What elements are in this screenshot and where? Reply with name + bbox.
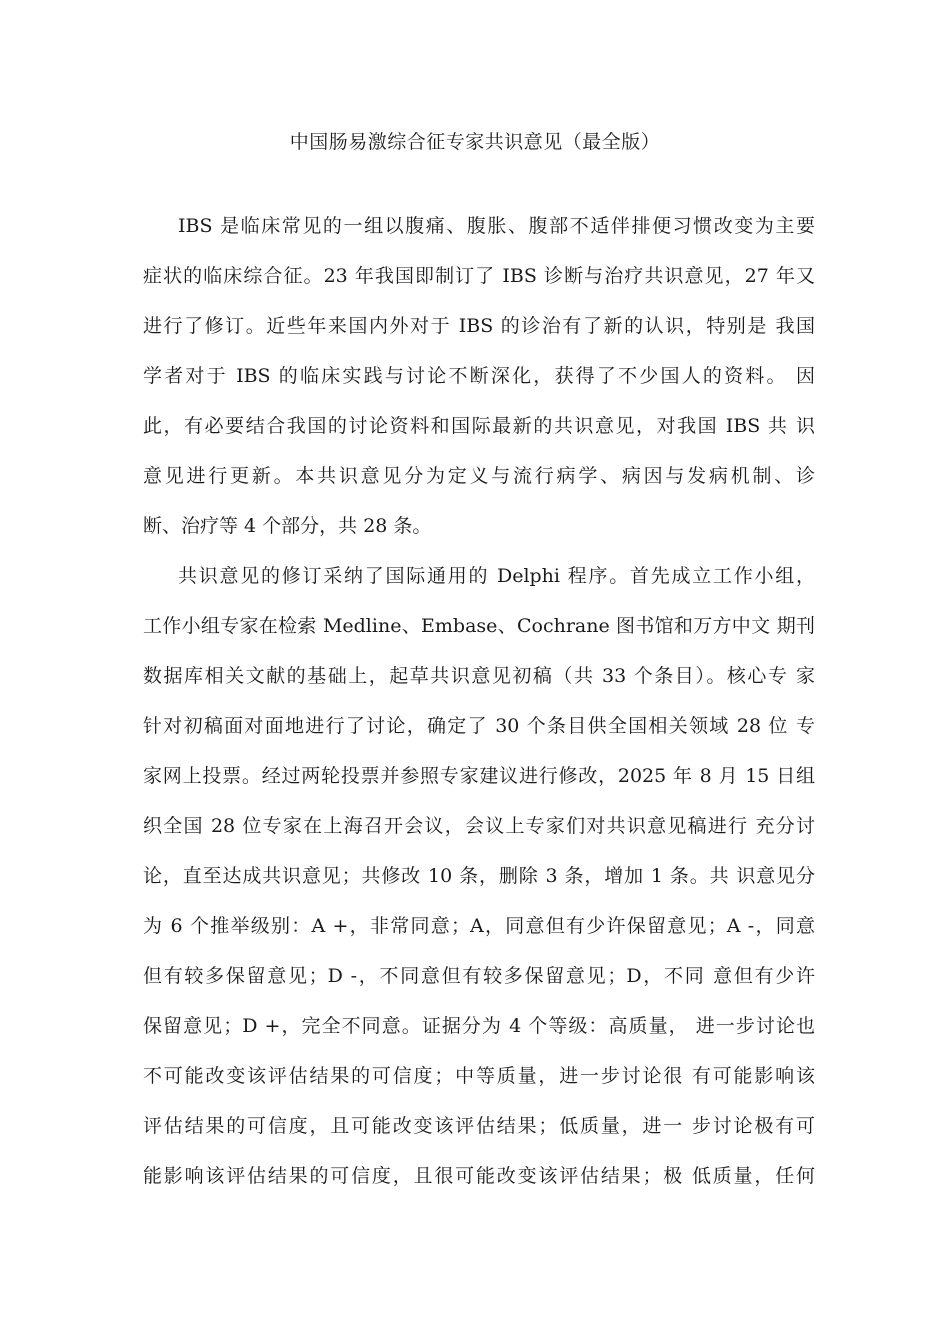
paragraph-1-line-7: 断、治疗等 4 个部分，共 28 条。: [143, 515, 432, 537]
paragraph-2-line-13: 能影响该评估结果的可信度，且很可能改变该评估结果；极 低质量，任何: [143, 1165, 815, 1187]
paragraph-2-line-8: 为 6 个推举级别：A +，非常同意；A，同意但有少许保留意见；A -，同意: [143, 915, 815, 937]
paragraph-1-line-4: 学者对于 IBS 的临床实践与讨论不断深化，获得了不少国人的资料。 因: [143, 365, 815, 387]
paragraph-1-line-3: 进行了修订。近些年来国内外对于 IBS 的诊治有了新的认识，特别是 我国: [143, 315, 815, 337]
paragraph-1-line-5: 此，有必要结合我国的讨论资料和国际最新的共识意见，对我国 IBS 共 识: [143, 415, 815, 437]
paragraph-2-line-5: 家网上投票。经过两轮投票并参照专家建议进行修改，2025 年 8 月 15 日组: [143, 765, 815, 787]
paragraph-2-line-1: 共识意见的修订采纳了国际通用的 Delphi 程序。首先成立工作小组，: [178, 565, 815, 587]
paragraph-1-line-1: IBS 是临床常见的一组以腹痛、腹胀、腹部不适伴排便习惯改变为主要: [178, 215, 815, 237]
paragraph-2-line-2: 工作小组专家在检索 Medline、Embase、Cochrane 图书馆和万方中文 期刊: [143, 615, 815, 637]
paragraph-1-line-6: 意见进行更新。本共识意见分为定义与流行病学、病因与发病机制、诊: [143, 465, 815, 487]
paragraph-2-line-10: 保留意见；D +，完全不同意。证据分为 4 个等级：高质量， 进一步讨论也: [143, 1015, 815, 1037]
paragraph-2-line-9: 但有较多保留意见；D -，不同意但有较多保留意见；D，不同 意但有少许: [143, 965, 815, 987]
paragraph-2-line-3: 数据库相关文献的基础上，起草共识意见初稿（共 33 个条目）。核心专 家: [143, 665, 815, 687]
paragraph-2-line-4: 针对初稿面对面地进行了讨论，确定了 30 个条目供全国相关领域 28 位 专: [143, 715, 815, 737]
paragraph-2-line-12: 评估结果的可信度，且可能改变该评估结果；低质量，进一 步讨论极有可: [143, 1115, 815, 1137]
paragraph-2-line-6: 织全国 28 位专家在上海召开会议，会议上专家们对共识意见稿进行 充分讨: [143, 815, 815, 837]
paragraph-2-line-11: 不可能改变该评估结果的可信度；中等质量，进一步讨论很 有可能影响该: [143, 1065, 815, 1087]
paragraph-2-line-7: 论，直至达成共识意见；共修改 10 条，删除 3 条，增加 1 条。共 识意见分: [143, 865, 815, 887]
paragraph-1-line-2: 症状的临床综合征。23 年我国即制订了 IBS 诊断与治疗共识意见，27 年又: [143, 265, 815, 287]
document-title: 中国肠易激综合征专家共识意见（最全版）: [289, 131, 661, 153]
